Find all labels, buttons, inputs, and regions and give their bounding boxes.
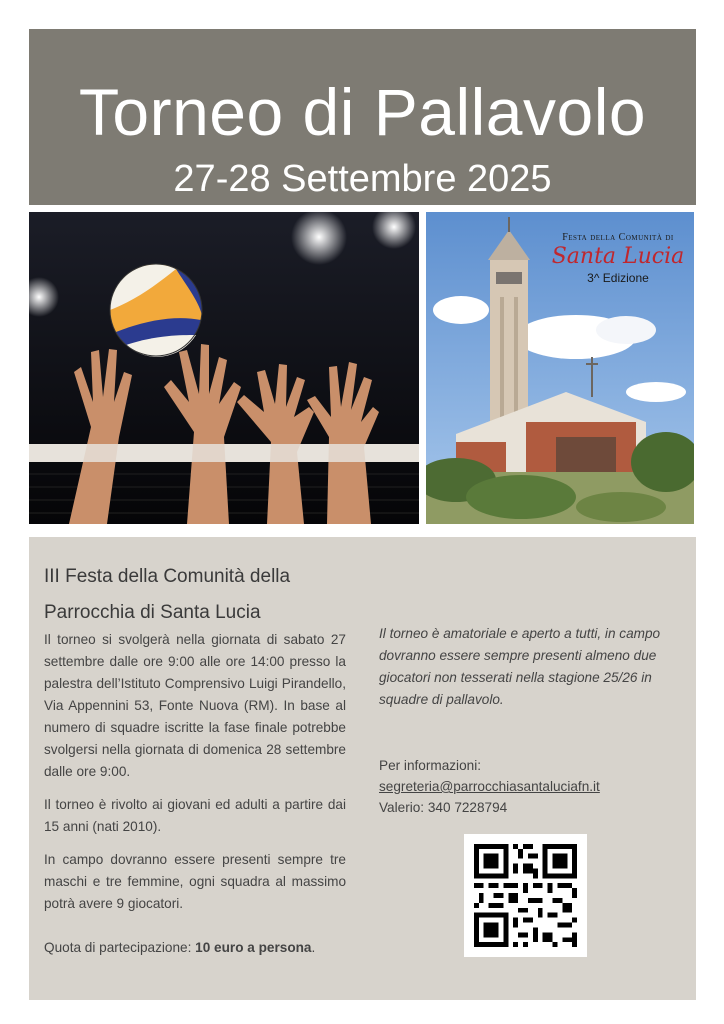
qr-code-graphic [464,834,587,957]
contact-phone: Valerio: 340 7228794 [379,800,508,815]
details-paragraph-2: Il torneo è rivolto ai giovani ed adulti a partire dai 15 anni (nati 2010). [44,797,346,834]
note-column [379,623,683,711]
santa-lucia-label: Santa Lucia [551,244,685,269]
edition-label: 3^ Edizione [587,271,649,285]
volleyball-illustration [29,212,419,524]
qr-code-icon[interactable] [464,834,587,957]
heading-line-2: Parrocchia di Santa Lucia [44,602,261,623]
header-banner [29,29,696,205]
event-date: 27-28 Settembre 2025 [173,158,552,200]
contact-block [379,755,600,818]
contact-label: Per informazioni: [379,758,481,773]
fee-value: 10 euro a persona [195,940,312,955]
info-panel [29,537,696,1000]
details-paragraph-1: Il torneo si svolgerà nella giornata di sabato 27 settembre dalle ore 9:00 alle ore 14:00 presso la palestra dell’Istituto Comprensivo Luigi Pirandello, Via Appennini 53, Fonte Nuova (RM). In base al numero di squadre iscritte la fase finale potrebbe svolgersi nella giornata di domenica 28 settembre dalle ore 9:00. [44,632,346,779]
church-image [426,212,694,524]
contact-email-link[interactable]: segreteria@parrocchiasantaluciafn.it [379,779,600,794]
fee-suffix: . [311,940,316,955]
heading-line-1: III Festa della Comunità della [44,566,291,587]
details-paragraph-3: In campo dovranno essere presenti sempre tre maschi e tre femmine, ogni squadra al massimo potrà avere 9 giocatori. [44,852,346,911]
fee-line [44,940,315,955]
festa-label: Festa della Comunità di [562,232,674,243]
fee-label: Quota di partecipazione: [44,940,196,955]
festa-overlay [548,232,688,285]
details-column [44,629,346,926]
page-title: Torneo di Pallavolo [78,75,647,149]
volleyball-image [29,212,419,524]
section-heading [44,559,374,631]
amateur-note: Il torneo è amatoriale e aperto a tutti, in campo dovranno essere sempre presenti almeno due giocatori non tesserati nella stagione 25/26 in squadre di pallavolo. [379,626,661,707]
